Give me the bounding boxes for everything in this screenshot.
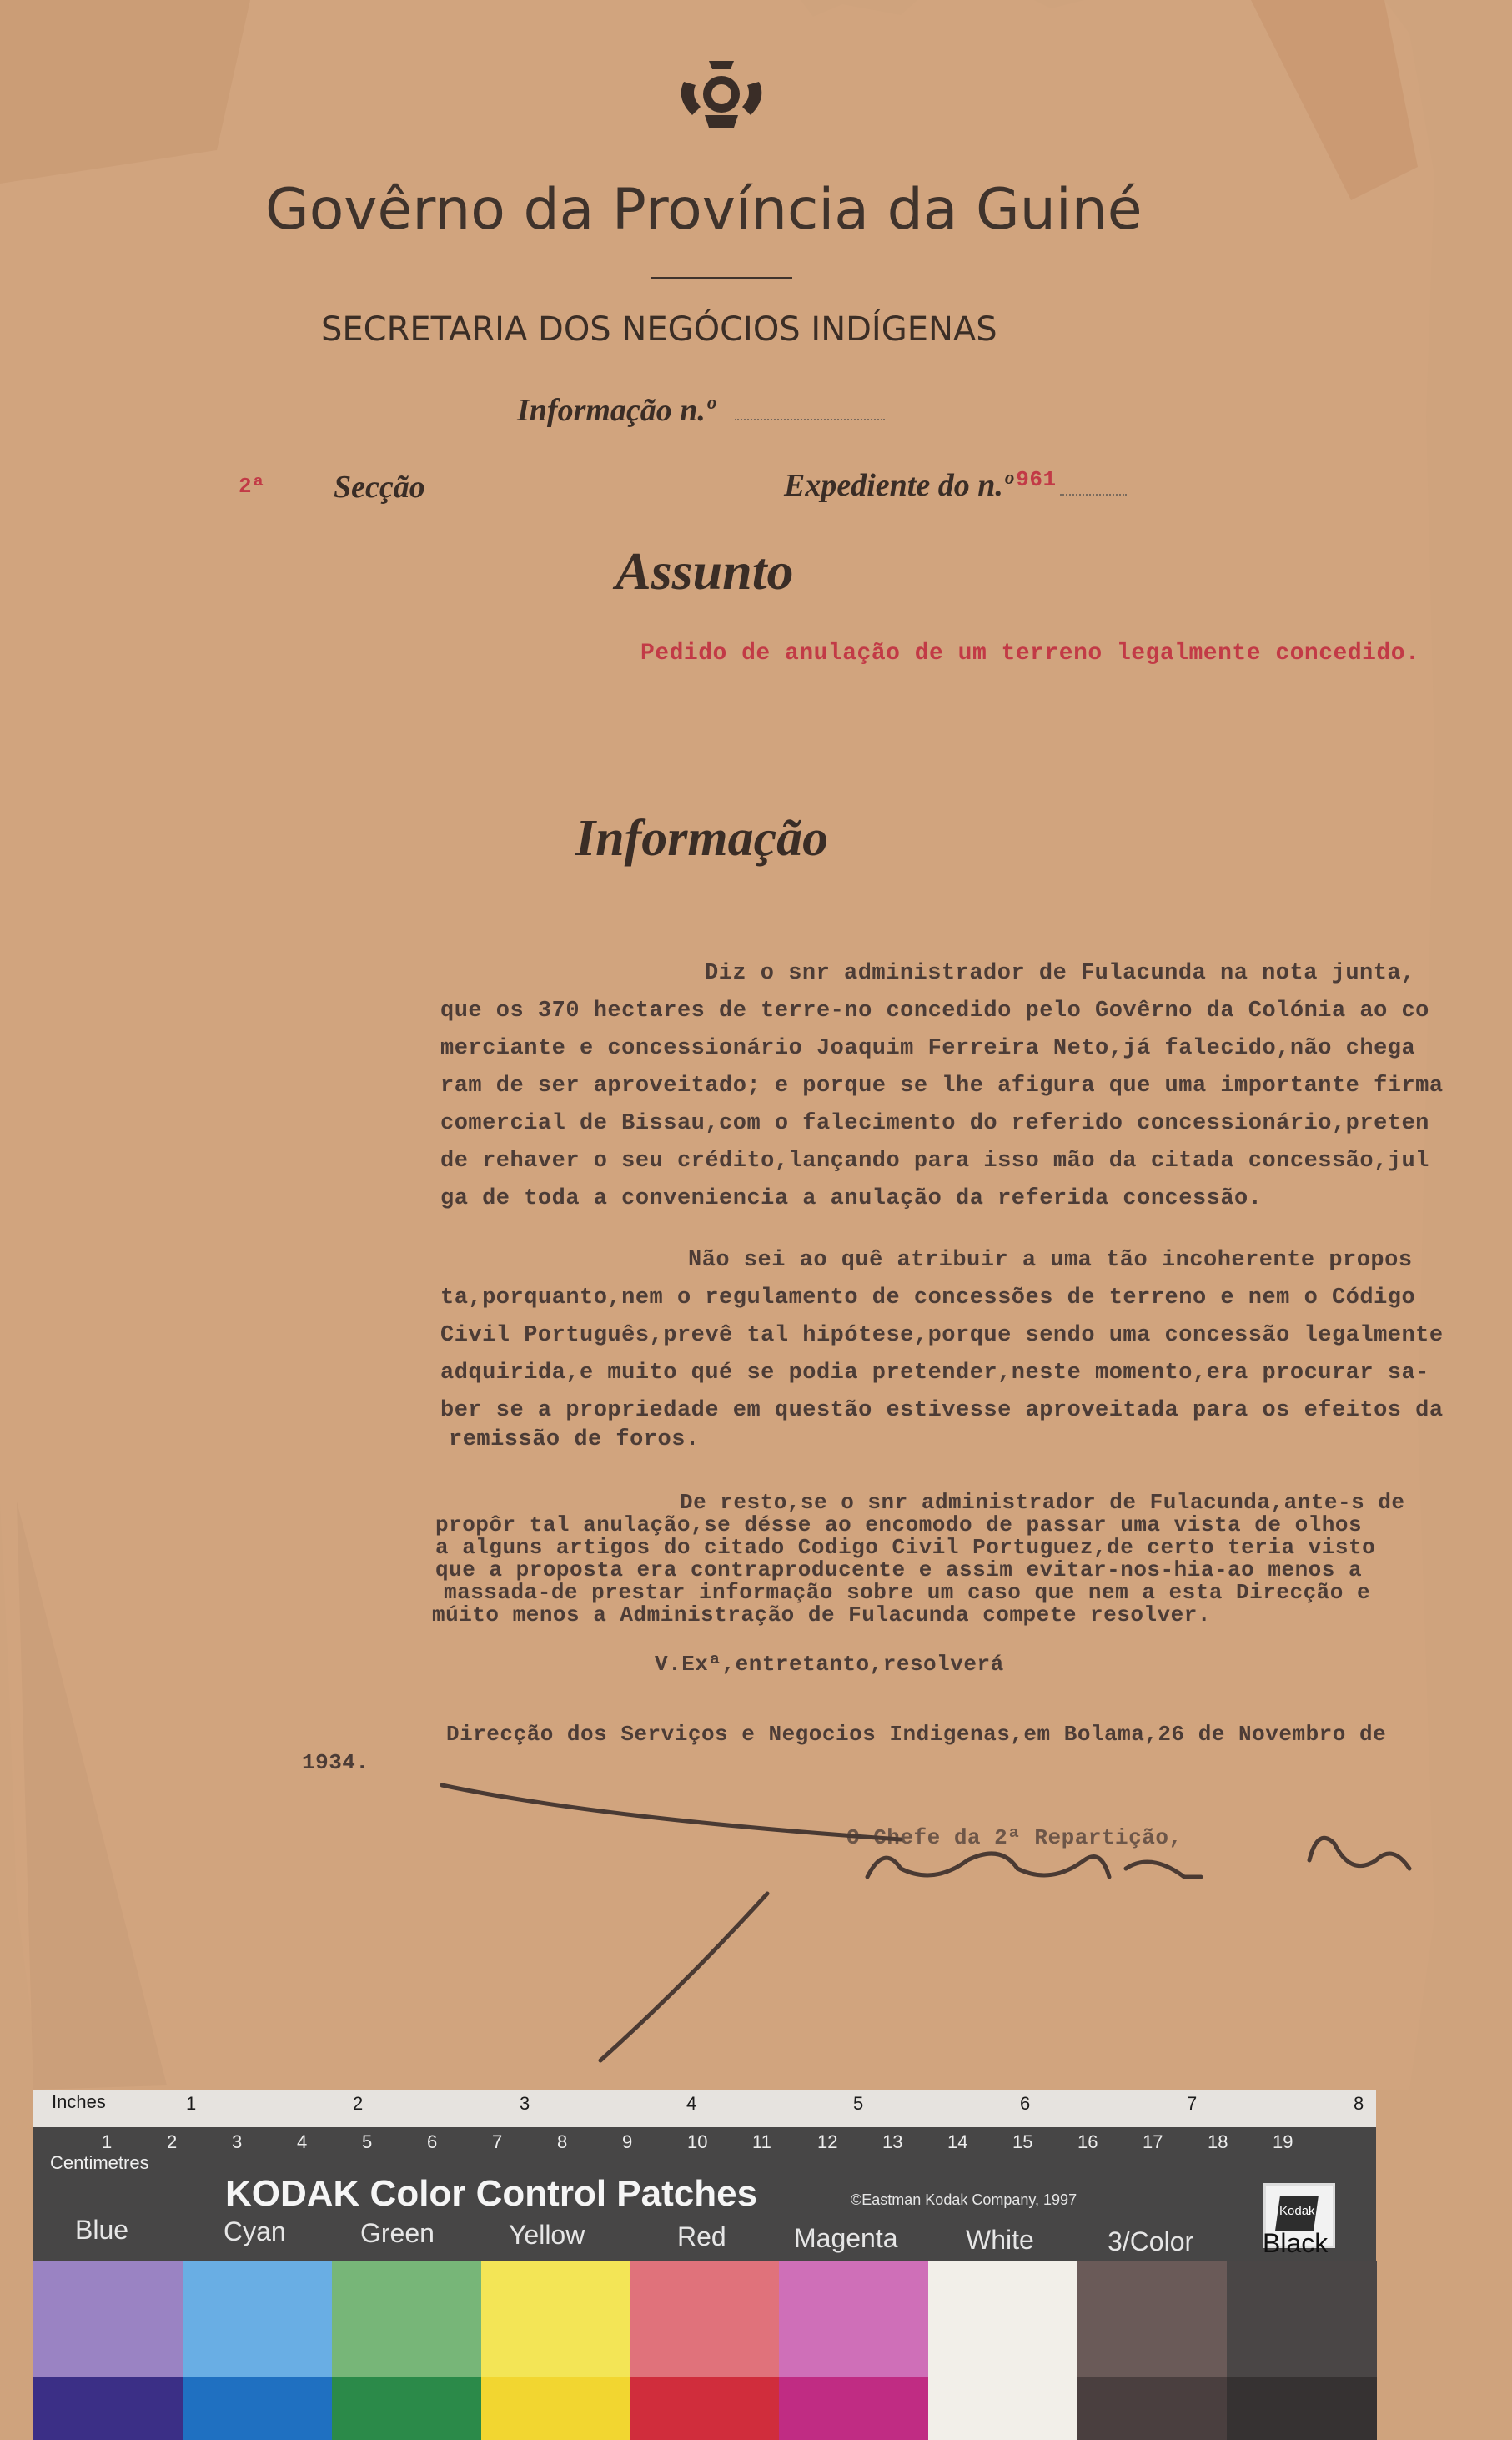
color-patch-strong-red [630, 2377, 781, 2440]
color-patch-green [332, 2261, 482, 2386]
cm-number: 17 [1143, 2131, 1163, 2152]
color-patch-strong-black [1227, 2377, 1377, 2440]
text-line: que os 370 hectares de terre-no concedido pelo Govêrno da Colónia ao co [440, 999, 1429, 1024]
color-patch-red [630, 2261, 781, 2386]
patch-label-3color: 3/Color [1108, 2226, 1194, 2256]
cm-number: 4 [297, 2131, 308, 2152]
kodak-logo-text: Kodak [1279, 2204, 1315, 2218]
inch-number: 1 [186, 2093, 197, 2114]
informacao-number-field [517, 392, 885, 429]
text-line: ber se a propriedade em questão estivesse aproveitada para os efeitos da [440, 1398, 1444, 1423]
color-patch-strong-3color [1077, 2377, 1228, 2440]
inch-ruler [33, 2090, 1376, 2127]
inch-number: 4 [686, 2093, 697, 2114]
cm-number: 18 [1208, 2131, 1228, 2152]
signature-title: O Chefe da 2ª Repartição, [846, 1825, 1183, 1850]
closing-remark: V.Exª,entretanto,resolverá [655, 1652, 1004, 1677]
cm-number: 12 [817, 2131, 838, 2152]
text-line: ga de toda a conveniencia a anulação da referida concessão. [440, 1186, 1263, 1211]
color-patch-cyan [183, 2261, 333, 2386]
text-line: a alguns artigos do citado Codigo Civil Portuguez,de certo teria visto [435, 1535, 1376, 1560]
expediente-field [784, 467, 1127, 504]
cm-number: 6 [427, 2131, 438, 2152]
assunto-heading: Assunto [615, 541, 794, 601]
text-line: remissão de foros. [449, 1427, 700, 1452]
patch-label-red: Red [677, 2221, 726, 2251]
cm-number: 16 [1077, 2131, 1098, 2152]
color-patch-strong-yellow [481, 2377, 631, 2440]
text-line: Diz o snr administrador de Fulacunda na nota junta, [705, 961, 1415, 986]
cm-number: 2 [167, 2131, 178, 2152]
text-line: múito menos a Administração de Fulacunda compete resolver. [432, 1602, 1211, 1628]
title-divider [651, 277, 792, 279]
inch-number: 5 [853, 2093, 864, 2114]
text-line: Não sei ao quê atribuir a uma tão incoherente propos [688, 1248, 1413, 1273]
expediente-label: Expediente do n.º [784, 468, 1013, 503]
kodak-copyright: ©Eastman Kodak Company, 1997 [851, 2191, 1077, 2208]
inch-number: 6 [1020, 2093, 1031, 2114]
cm-number: 14 [947, 2131, 968, 2152]
color-patch-blue [33, 2261, 183, 2386]
patch-label-cyan: Cyan [224, 2216, 286, 2246]
patch-label-green: Green [360, 2218, 435, 2248]
inch-number: 7 [1187, 2093, 1198, 2114]
inch-number: 8 [1354, 2093, 1364, 2114]
color-patch-yellow [481, 2261, 631, 2386]
text-line: adquirida,e muito qué se podia pretender,neste momento,era procurar sa- [440, 1361, 1429, 1386]
text-line: de rehaver o seu crédito,lançando para isso mão da citada concessão,jul [440, 1149, 1429, 1174]
color-patch-strong-cyan [183, 2377, 333, 2440]
secao-number: 2ª [239, 474, 266, 499]
secao-label: Secção [334, 470, 425, 505]
inch-number: 2 [353, 2093, 364, 2114]
centimetres-label: Centimetres [50, 2152, 149, 2173]
text-line: ram de ser aproveitado; e porque se lhe afigura que uma importante firma [440, 1074, 1444, 1099]
color-patch-magenta [779, 2261, 929, 2386]
color-patch-strong-white [928, 2377, 1078, 2440]
kodak-brand-title: KODAK Color Control Patches [225, 2173, 758, 2214]
place-date-line: Direcção dos Serviços e Negocios Indigenas,em Bolama,26 de Novembro de [446, 1722, 1387, 1747]
text-line: merciante e concessionário Joaquim Ferreira Neto,já falecido,não chega [440, 1036, 1416, 1061]
cm-number: 13 [882, 2131, 903, 2152]
inches-label: Inches [52, 2091, 106, 2112]
text-line: que a proposta era contraproducente e assim evitar-nos-hia-ao menos a [435, 1557, 1363, 1582]
informacao-label: Informação n.º [517, 393, 716, 428]
patch-label-yellow: Yellow [509, 2220, 585, 2250]
patch-label-black: Black [1263, 2228, 1329, 2258]
color-patch-strong-magenta [779, 2377, 929, 2440]
assunto-text: Pedido de anulação de um terreno legalmente concedido. [640, 641, 1420, 667]
cm-number: 15 [1012, 2131, 1033, 2152]
cm-number: 1 [102, 2131, 113, 2152]
text-line: ta,porquanto,nem o regulamento de concessões de terreno e nem o Código [440, 1285, 1416, 1311]
text-line: De resto,se o snr administrador de Fulacunda,ante-s de [680, 1490, 1405, 1515]
informacao-heading: Informação [575, 810, 829, 867]
expediente-number: 961 [1016, 467, 1057, 492]
cm-number: 7 [492, 2131, 503, 2152]
patch-label-white: White [966, 2225, 1034, 2255]
color-patch-black [1227, 2261, 1377, 2386]
color-patch-3color [1077, 2261, 1228, 2386]
year: 1934. [302, 1750, 369, 1775]
handwritten-signature [434, 1768, 1434, 2085]
color-patch-strong-green [332, 2377, 482, 2440]
inch-number: 3 [520, 2093, 530, 2114]
department-subtitle: SECRETARIA DOS NEGÓCIOS INDÍGENAS [321, 310, 997, 349]
cm-number: 8 [557, 2131, 568, 2152]
text-line: massada-de prestar informação sobre um caso que nem a esta Direcção e [444, 1580, 1371, 1605]
patch-label-magenta: Magenta [794, 2223, 898, 2253]
government-title: Govêrno da Província da Guiné [265, 177, 1143, 243]
kodak-color-control-strip [33, 2090, 1376, 2436]
text-line: propôr tal anulação,se désse ao encomodo de passar uma vista de olhos [435, 1512, 1363, 1537]
text-line: comercial de Bissau,com o falecimento do referido concessionário,preten [440, 1111, 1429, 1136]
cm-number: 5 [362, 2131, 373, 2152]
color-patch-white [928, 2261, 1078, 2386]
cm-number: 9 [622, 2131, 633, 2152]
cm-number: 19 [1273, 2131, 1293, 2152]
coat-of-arms-icon [667, 57, 776, 132]
patch-label-blue: Blue [75, 2215, 129, 2245]
cm-number: 3 [232, 2131, 243, 2152]
cm-number: 11 [752, 2131, 771, 2152]
cm-number: 10 [687, 2131, 708, 2152]
text-line: Civil Português,prevê tal hipótese,porque sendo uma concessão legalmente [440, 1323, 1444, 1348]
color-patch-strong-blue [33, 2377, 183, 2440]
